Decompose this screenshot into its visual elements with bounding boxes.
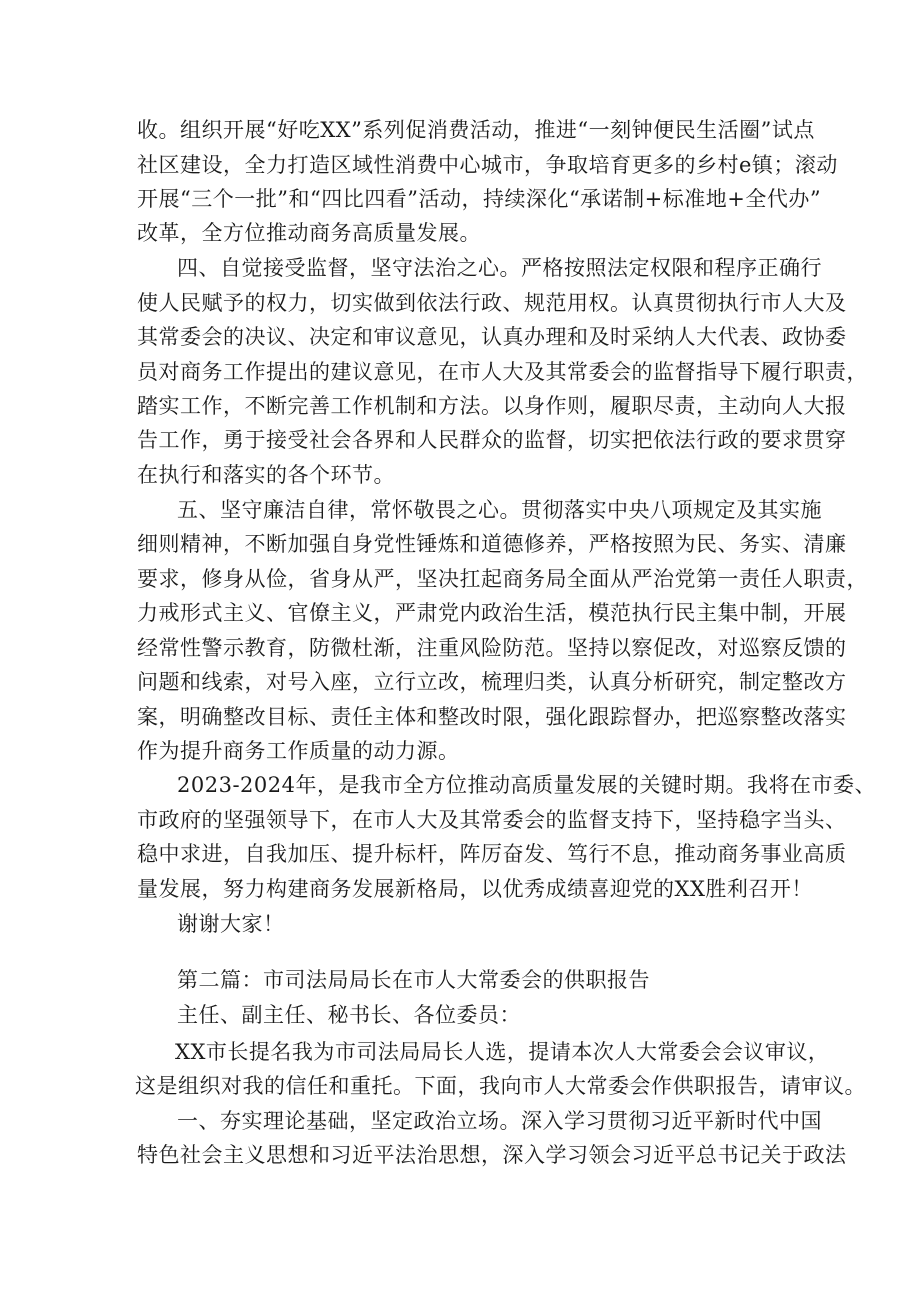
paragraph-line: 员对商务工作提出的建议意见，在市人大及其常委会的监督指导下履行职责，	[137, 360, 868, 384]
paragraph-line: 作为提升商务工作质量的动力源。	[137, 739, 460, 763]
paragraph-line: 社区建设，全力打造区域性消费中心城市，争取培育更多的乡村e镇；滚动	[137, 153, 838, 177]
paragraph-line: 踏实工作，不断完善工作机制和方法。以身作则，履职尽责，主动向人大报	[137, 394, 847, 418]
paragraph-line: 稳中求进，自我加压、提升标杆，阵厉奋发、笃行不息，推动商务事业高质	[137, 842, 847, 866]
paragraph-line: 这是组织对我的信任和重托。下面，我向市人大常委会作供职报告，请审议。	[135, 1074, 866, 1098]
section-heading: 第二篇：市司法局局长在市人大常委会的供职报告	[177, 968, 650, 992]
paragraph-line: 收。组织开展“好吃XX”系列促消费活动，推进“一刻钟便民生活圈”试点	[137, 118, 815, 142]
paragraph-line: XX市长提名我为市司法局局长人选，提请本次人大常委会会议审议，	[175, 1040, 830, 1064]
paragraph-line: 一、夯实理论基础，坚定政治立场。深入学习贯彻习近平新时代中国	[177, 1109, 822, 1133]
closing-line: 谢谢大家！	[177, 912, 285, 936]
paragraph-line: 四、自觉接受监督，坚守法治之心。严格按照法定权限和程序正确行	[177, 256, 822, 280]
paragraph-line: 开展“三个一批”和“四比四看”活动，持续深化“承诺制+标准地+全代办”	[137, 187, 822, 211]
paragraph-line: 力戒形式主义、官僚主义，严肃党内政治生活，模范执行民主集中制，开展	[137, 601, 847, 625]
paragraph-line: 五、坚守廉洁自律，常怀敬畏之心。贯彻落实中央八项规定及其实施	[177, 498, 822, 522]
paragraph-line: 改革，全方位推动商务高质量发展。	[137, 221, 481, 245]
paragraph-line: 使人民赋予的权力，切实做到依法行政、规范用权。认真贯彻执行市人大及	[137, 291, 847, 315]
paragraph-line: 特色社会主义思想和习近平法治思想，深入学习领会习近平总书记关于政法	[137, 1143, 847, 1167]
paragraph-line: 问题和线索，对号入座，立行立改，梳理归类，认真分析研究，制定整改方	[137, 670, 847, 694]
paragraph-line: 经常性警示教育，防微杜渐，注重风险防范。坚持以察促改，对巡察反馈的	[137, 636, 847, 660]
paragraph-line: 要求，修身从俭，省身从严，坚决扛起商务局全面从严治党第一责任人职责，	[137, 567, 868, 591]
paragraph-line: 案，明确整改目标、责任主体和整改时限，强化跟踪督办，把巡察整改落实	[137, 705, 847, 729]
paragraph-line: 告工作，勇于接受社会各界和人民群众的监督，切实把依法行政的要求贯穿	[137, 428, 847, 452]
paragraph-line: 量发展，努力构建商务发展新格局，以优秀成绩喜迎党的XX胜利召开！	[137, 877, 813, 901]
paragraph-line: 细则精神，不断加强自身党性锤炼和道德修养，严格按照为民、务实、清廉	[137, 532, 847, 556]
paragraph-line: 其常委会的决议、决定和审议意见，认真办理和及时采纳人大代表、政协委	[137, 325, 847, 349]
paragraph-line: 2023-2024年，是我市全方位推动高质量发展的关键时期。我将在市委、	[177, 773, 876, 797]
paragraph-line: 在执行和落实的各个环节。	[137, 463, 395, 487]
paragraph-line: 市政府的坚强领导下，在市人大及其常委会的监督支持下，坚持稳字当头、	[137, 808, 847, 832]
salutation-line: 主任、副主任、秘书长、各位委员：	[177, 1003, 521, 1027]
